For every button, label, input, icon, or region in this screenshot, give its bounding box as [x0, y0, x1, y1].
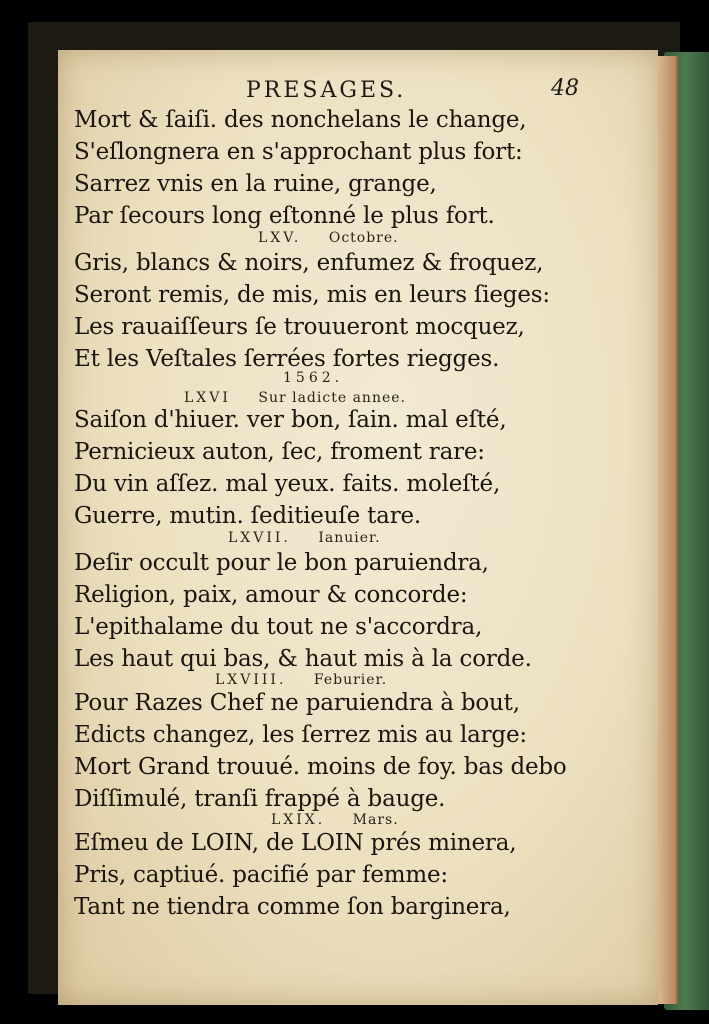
verse-line: Eſmeu de LOIN, de LOIN prés minera, — [74, 830, 517, 856]
verse-line: Mort & ſaiſi. des nonchelans le change, — [74, 107, 527, 133]
verse-line: Du vin aſſez. mal yeux. faits. moleſté, — [74, 471, 501, 497]
verse-line: Les haut qui bas, & haut mis à la corde. — [74, 646, 532, 672]
quatrain-heading — [271, 812, 399, 828]
verse-line: Tant ne tiendra comme ſon barginera, — [74, 894, 511, 920]
verse-line: Seront remis, de mis, mis en leurs ſieges: — [74, 282, 550, 308]
quatrain-number: LXVI — [184, 390, 231, 406]
quatrain-heading — [228, 530, 381, 546]
verse-line: Guerre, mutin. ſeditieuſe tare. — [74, 503, 422, 529]
verse-line: Mort Grand trouué. moins de foy. bas debo — [74, 754, 567, 780]
verse-line: Les rauaiſſeurs ſe trouueront mocquez, — [74, 314, 525, 340]
verse-line: Religion, paix, amour & concorde: — [74, 582, 468, 608]
verse-line: Saiſon d'hiuer. ver bon, ſain. mal eſté, — [74, 407, 507, 433]
verse-line: Par ſecours long eſtonné le plus fort. — [74, 203, 495, 229]
quatrain-month: Ianuier. — [318, 530, 381, 546]
quatrain-number: LXIX. — [271, 812, 326, 828]
verse-line: Pernicieux auton, ſec, froment rare: — [74, 439, 485, 465]
verse-line: Pour Razes Chef ne paruiendra à bout, — [74, 690, 520, 716]
quatrain-month: Octobre. — [328, 230, 399, 246]
quatrain-number: LXVIII. — [215, 672, 287, 688]
quatrain-month: Sur ladicte annee. — [258, 390, 406, 406]
verse-line: Gris, blancs & noirs, enfumez & froquez, — [74, 250, 544, 276]
book — [28, 22, 680, 994]
quatrain-heading — [258, 230, 399, 246]
verse-line: Deſir occult pour le bon paruiendra, — [74, 550, 489, 576]
verse-line: Et les Veſtales ſerrées fortes riegges. — [74, 346, 500, 372]
quatrain-heading — [184, 390, 406, 406]
printed-page — [58, 50, 658, 1005]
quatrain-heading — [215, 672, 387, 688]
quatrain-month: Mars. — [352, 812, 399, 828]
quatrain-month: Feburier. — [313, 672, 388, 688]
running-head: PRESAGES. — [246, 78, 407, 103]
verse-line: Edicts changez, les ſerrez mis au large: — [74, 722, 527, 748]
quatrain-number: LXV. — [258, 230, 302, 246]
verse-line: Diſſimulé, tranſi frappé à bauge. — [74, 786, 446, 812]
verse-line: Pris, captiué. pacifié par femme: — [74, 862, 448, 888]
verse-line: S'eſlongnera en s'approchant plus fort: — [74, 139, 523, 165]
quatrain-number: LXVII. — [228, 530, 291, 546]
year-mark: 1562. — [283, 370, 344, 386]
page-number: 48 — [551, 76, 579, 101]
verse-line: L'epithalame du tout ne s'accordra, — [74, 614, 483, 640]
verse-line: Sarrez vnis en la ruine, grange, — [74, 171, 437, 197]
